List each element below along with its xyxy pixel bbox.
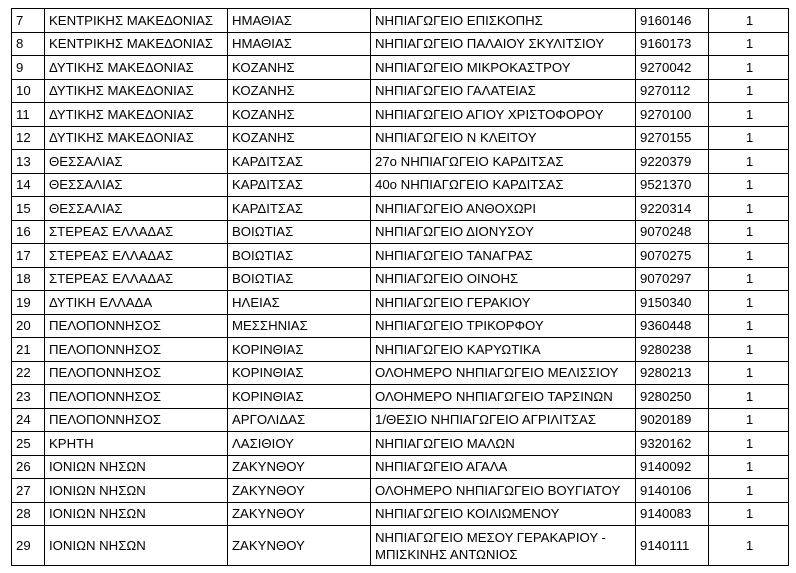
school-code-cell: 9270155 — [636, 126, 709, 150]
school-code-cell: 9140083 — [636, 502, 709, 526]
row-number-cell: 21 — [12, 338, 45, 362]
region-cell: ΔΥΤΙΚΗΣ ΜΑΚΕΔΟΝΙΑΣ — [45, 56, 228, 80]
prefecture-cell: ΚΑΡΔΙΤΣΑΣ — [228, 173, 371, 197]
row-number-cell: 7 — [12, 9, 45, 33]
school-code-cell: 9070275 — [636, 244, 709, 268]
row-number-cell: 22 — [12, 361, 45, 385]
region-cell: ΠΕΛΟΠΟΝΝΗΣΟΣ — [45, 361, 228, 385]
table-row — [12, 244, 789, 268]
table-row — [12, 361, 789, 385]
row-number-cell: 26 — [12, 455, 45, 479]
prefecture-cell: ΚΑΡΔΙΤΣΑΣ — [228, 197, 371, 221]
region-cell: ΚΕΝΤΡΙΚΗΣ ΜΑΚΕΔΟΝΙΑΣ — [45, 32, 228, 56]
count-cell: 1 — [709, 126, 789, 150]
row-number-cell: 17 — [12, 244, 45, 268]
school-name-cell: ΝΗΠΙΑΓΩΓΕΙΟ ΚΟΙΛΙΩΜΕΝΟΥ — [371, 502, 636, 526]
school-code-cell: 9140106 — [636, 479, 709, 503]
school-name-cell: ΝΗΠΙΑΓΩΓΕΙΟ ΚΑΡΥΩΤΙΚΑ — [371, 338, 636, 362]
region-cell: ΘΕΣΣΑΛΙΑΣ — [45, 173, 228, 197]
school-name-cell: ΝΗΠΙΑΓΩΓΕΙΟ ΕΠΙΣΚΟΠΗΣ — [371, 9, 636, 33]
region-cell: ΠΕΛΟΠΟΝΝΗΣΟΣ — [45, 338, 228, 362]
school-code-cell: 9160146 — [636, 9, 709, 33]
row-number-cell: 18 — [12, 267, 45, 291]
school-name-cell: ΝΗΠΙΑΓΩΓΕΙΟ ΑΓΑΛΑ — [371, 455, 636, 479]
count-cell: 1 — [709, 479, 789, 503]
count-cell: 1 — [709, 173, 789, 197]
school-name-cell: 1/ΘΕΣΙΟ ΝΗΠΙΑΓΩΓΕΙΟ ΑΓΡΙΛΙΤΣΑΣ — [371, 408, 636, 432]
count-cell: 1 — [709, 385, 789, 409]
school-code-cell: 9020189 — [636, 408, 709, 432]
prefecture-cell: ΚΟΡΙΝΘΙΑΣ — [228, 385, 371, 409]
count-cell: 1 — [709, 526, 789, 566]
table-row — [12, 338, 789, 362]
count-cell: 1 — [709, 408, 789, 432]
region-cell: ΚΡΗΤΗ — [45, 432, 228, 456]
school-name-cell: ΝΗΠΙΑΓΩΓΕΙΟ ΑΝΘΟΧΩΡΙ — [371, 197, 636, 221]
table-row — [12, 150, 789, 174]
row-number-cell: 12 — [12, 126, 45, 150]
school-code-cell: 9160173 — [636, 32, 709, 56]
region-cell: ΘΕΣΣΑΛΙΑΣ — [45, 150, 228, 174]
prefecture-cell: ΖΑΚΥΝΘΟΥ — [228, 479, 371, 503]
table-row — [12, 126, 789, 150]
schools-table — [11, 8, 789, 566]
school-name-cell: ΝΗΠΙΑΓΩΓΕΙΟ ΜΑΛΩΝ — [371, 432, 636, 456]
count-cell: 1 — [709, 291, 789, 315]
count-cell: 1 — [709, 220, 789, 244]
table-row — [12, 79, 789, 103]
school-code-cell: 9280213 — [636, 361, 709, 385]
school-name-cell: ΟΛΟΗΜΕΡΟ ΝΗΠΙΑΓΩΓΕΙΟ ΒΟΥΓΙΑΤΟΥ — [371, 479, 636, 503]
row-number-cell: 9 — [12, 56, 45, 80]
prefecture-cell: ΜΕΣΣΗΝΙΑΣ — [228, 314, 371, 338]
table-row — [12, 526, 789, 566]
school-name-cell: ΝΗΠΙΑΓΩΓΕΙΟ ΟΙΝΟΗΣ — [371, 267, 636, 291]
school-code-cell: 9270100 — [636, 103, 709, 127]
count-cell: 1 — [709, 502, 789, 526]
row-number-cell: 15 — [12, 197, 45, 221]
school-name-cell: ΝΗΠΙΑΓΩΓΕΙΟ Ν ΚΛΕΙΤΟΥ — [371, 126, 636, 150]
row-number-cell: 23 — [12, 385, 45, 409]
school-code-cell: 9220314 — [636, 197, 709, 221]
region-cell: ΔΥΤΙΚΗΣ ΜΑΚΕΔΟΝΙΑΣ — [45, 79, 228, 103]
count-cell: 1 — [709, 150, 789, 174]
region-cell: ΣΤΕΡΕΑΣ ΕΛΛΑΔΑΣ — [45, 267, 228, 291]
prefecture-cell: ΗΛΕΙΑΣ — [228, 291, 371, 315]
prefecture-cell: ΚΟΖΑΝΗΣ — [228, 56, 371, 80]
count-cell: 1 — [709, 56, 789, 80]
table-row — [12, 291, 789, 315]
table-row — [12, 197, 789, 221]
school-code-cell: 9140111 — [636, 526, 709, 566]
table-row — [12, 479, 789, 503]
table-row — [12, 314, 789, 338]
table-row — [12, 455, 789, 479]
count-cell: 1 — [709, 32, 789, 56]
row-number-cell: 20 — [12, 314, 45, 338]
prefecture-cell: ΒΟΙΩΤΙΑΣ — [228, 244, 371, 268]
prefecture-cell: ΚΟΡΙΝΘΙΑΣ — [228, 338, 371, 362]
region-cell: ΙΟΝΙΩΝ ΝΗΣΩΝ — [45, 455, 228, 479]
prefecture-cell: ΖΑΚΥΝΘΟΥ — [228, 502, 371, 526]
region-cell: ΠΕΛΟΠΟΝΝΗΣΟΣ — [45, 408, 228, 432]
school-code-cell: 9070248 — [636, 220, 709, 244]
count-cell: 1 — [709, 361, 789, 385]
school-name-cell: ΝΗΠΙΑΓΩΓΕΙΟ ΠΑΛΑΙΟΥ ΣΚΥΛΙΤΣΙΟΥ — [371, 32, 636, 56]
count-cell: 1 — [709, 79, 789, 103]
count-cell: 1 — [709, 432, 789, 456]
region-cell: ΚΕΝΤΡΙΚΗΣ ΜΑΚΕΔΟΝΙΑΣ — [45, 9, 228, 33]
region-cell: ΣΤΕΡΕΑΣ ΕΛΛΑΔΑΣ — [45, 244, 228, 268]
row-number-cell: 24 — [12, 408, 45, 432]
table-row — [12, 385, 789, 409]
school-name-cell: ΝΗΠΙΑΓΩΓΕΙΟ ΑΓΙΟΥ ΧΡΙΣΤΟΦΟΡΟΥ — [371, 103, 636, 127]
prefecture-cell: ΖΑΚΥΝΘΟΥ — [228, 526, 371, 566]
count-cell: 1 — [709, 314, 789, 338]
prefecture-cell: ΑΡΓΟΛΙΔΑΣ — [228, 408, 371, 432]
table-row — [12, 432, 789, 456]
school-name-cell: ΝΗΠΙΑΓΩΓΕΙΟ ΔΙΟΝΥΣΟΥ — [371, 220, 636, 244]
school-code-cell: 9070297 — [636, 267, 709, 291]
school-code-cell: 9280238 — [636, 338, 709, 362]
row-number-cell: 27 — [12, 479, 45, 503]
school-name-cell: ΝΗΠΙΑΓΩΓΕΙΟ ΤΡΙΚΟΡΦΟΥ — [371, 314, 636, 338]
count-cell: 1 — [709, 455, 789, 479]
prefecture-cell: ΗΜΑΘΙΑΣ — [228, 32, 371, 56]
region-cell: ΘΕΣΣΑΛΙΑΣ — [45, 197, 228, 221]
row-number-cell: 13 — [12, 150, 45, 174]
school-name-cell: ΝΗΠΙΑΓΩΓΕΙΟ ΓΕΡΑΚΙΟΥ — [371, 291, 636, 315]
prefecture-cell: ΚΟΡΙΝΘΙΑΣ — [228, 361, 371, 385]
prefecture-cell: ΒΟΙΩΤΙΑΣ — [228, 267, 371, 291]
row-number-cell: 10 — [12, 79, 45, 103]
prefecture-cell: ΒΟΙΩΤΙΑΣ — [228, 220, 371, 244]
count-cell: 1 — [709, 267, 789, 291]
table-body — [12, 9, 789, 566]
table-row — [12, 502, 789, 526]
region-cell: ΙΟΝΙΩΝ ΝΗΣΩΝ — [45, 479, 228, 503]
school-code-cell: 9140092 — [636, 455, 709, 479]
row-number-cell: 28 — [12, 502, 45, 526]
table-row — [12, 56, 789, 80]
count-cell: 1 — [709, 338, 789, 362]
row-number-cell: 8 — [12, 32, 45, 56]
prefecture-cell: ΚΟΖΑΝΗΣ — [228, 103, 371, 127]
table-row — [12, 408, 789, 432]
table-row — [12, 173, 789, 197]
prefecture-cell: ΚΑΡΔΙΤΣΑΣ — [228, 150, 371, 174]
region-cell: ΔΥΤΙΚΗΣ ΜΑΚΕΔΟΝΙΑΣ — [45, 126, 228, 150]
table-row — [12, 32, 789, 56]
region-cell: ΠΕΛΟΠΟΝΝΗΣΟΣ — [45, 385, 228, 409]
table-row — [12, 9, 789, 33]
school-code-cell: 9320162 — [636, 432, 709, 456]
row-number-cell: 19 — [12, 291, 45, 315]
school-name-cell: ΝΗΠΙΑΓΩΓΕΙΟ ΤΑΝΑΓΡΑΣ — [371, 244, 636, 268]
count-cell: 1 — [709, 9, 789, 33]
school-code-cell: 9360448 — [636, 314, 709, 338]
school-code-cell: 9521370 — [636, 173, 709, 197]
school-name-cell: 40ο ΝΗΠΙΑΓΩΓΕΙΟ ΚΑΡΔΙΤΣΑΣ — [371, 173, 636, 197]
school-code-cell: 9220379 — [636, 150, 709, 174]
prefecture-cell: ΗΜΑΘΙΑΣ — [228, 9, 371, 33]
region-cell: ΙΟΝΙΩΝ ΝΗΣΩΝ — [45, 526, 228, 566]
row-number-cell: 25 — [12, 432, 45, 456]
region-cell: ΣΤΕΡΕΑΣ ΕΛΛΑΔΑΣ — [45, 220, 228, 244]
school-code-cell: 9270112 — [636, 79, 709, 103]
prefecture-cell: ΛΑΣΙΘΙΟΥ — [228, 432, 371, 456]
region-cell: ΠΕΛΟΠΟΝΝΗΣΟΣ — [45, 314, 228, 338]
school-code-cell: 9270042 — [636, 56, 709, 80]
count-cell: 1 — [709, 244, 789, 268]
row-number-cell: 11 — [12, 103, 45, 127]
school-name-cell: ΝΗΠΙΑΓΩΓΕΙΟ ΓΑΛΑΤΕΙΑΣ — [371, 79, 636, 103]
table-row — [12, 103, 789, 127]
school-name-cell: ΟΛΟΗΜΕΡΟ ΝΗΠΙΑΓΩΓΕΙΟ ΜΕΛΙΣΣΙΟΥ — [371, 361, 636, 385]
region-cell: ΙΟΝΙΩΝ ΝΗΣΩΝ — [45, 502, 228, 526]
prefecture-cell: ΚΟΖΑΝΗΣ — [228, 79, 371, 103]
school-name-cell: ΝΗΠΙΑΓΩΓΕΙΟ ΜΙΚΡΟΚΑΣΤΡΟΥ — [371, 56, 636, 80]
school-code-cell: 9280250 — [636, 385, 709, 409]
prefecture-cell: ΚΟΖΑΝΗΣ — [228, 126, 371, 150]
count-cell: 1 — [709, 103, 789, 127]
table-row — [12, 267, 789, 291]
row-number-cell: 16 — [12, 220, 45, 244]
school-code-cell: 9150340 — [636, 291, 709, 315]
region-cell: ΔΥΤΙΚΗΣ ΜΑΚΕΔΟΝΙΑΣ — [45, 103, 228, 127]
count-cell: 1 — [709, 197, 789, 221]
school-name-cell: ΝΗΠΙΑΓΩΓΕΙΟ ΜΕΣΟΥ ΓΕΡΑΚΑΡΙΟΥ - ΜΠΙΣΚΙΝΗΣ ΑΝΤΩΝΙΟΣ — [371, 526, 636, 566]
school-name-cell: 27ο ΝΗΠΙΑΓΩΓΕΙΟ ΚΑΡΔΙΤΣΑΣ — [371, 150, 636, 174]
region-cell: ΔΥΤΙΚΗ ΕΛΛΑΔΑ — [45, 291, 228, 315]
prefecture-cell: ΖΑΚΥΝΘΟΥ — [228, 455, 371, 479]
row-number-cell: 14 — [12, 173, 45, 197]
school-name-cell: ΟΛΟΗΜΕΡΟ ΝΗΠΙΑΓΩΓΕΙΟ ΤΑΡΣΙΝΩΝ — [371, 385, 636, 409]
row-number-cell: 29 — [12, 526, 45, 566]
table-row — [12, 220, 789, 244]
